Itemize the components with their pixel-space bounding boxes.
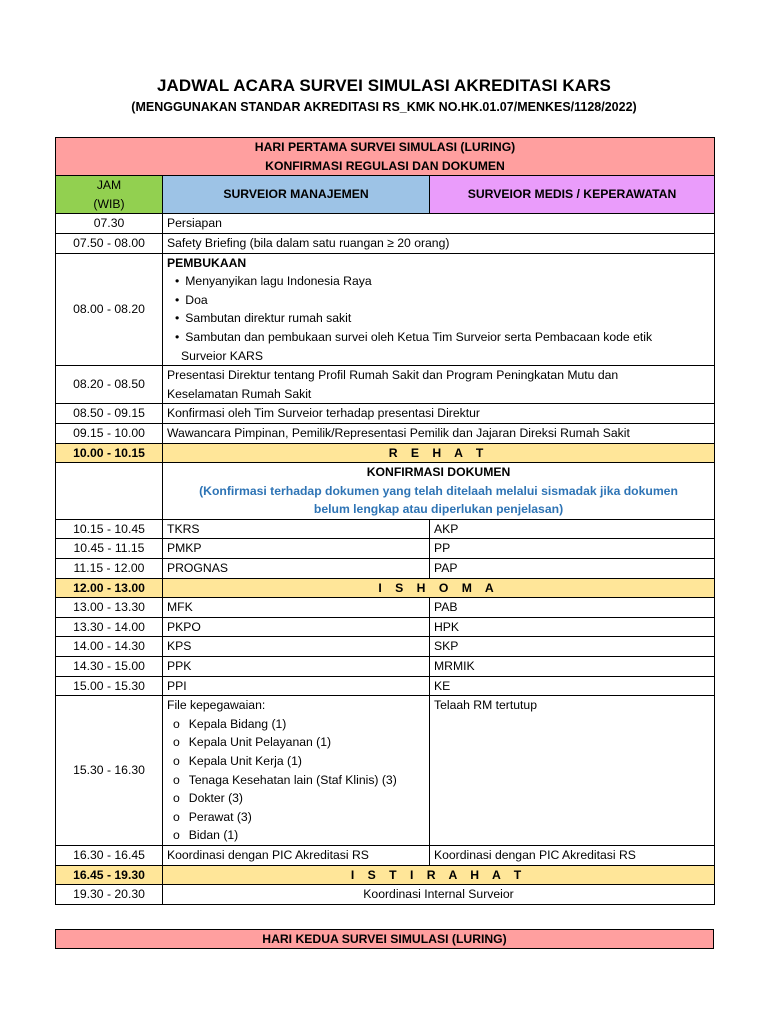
time-cell: 10.45 - 11.15 — [56, 539, 163, 559]
table-row — [56, 253, 715, 366]
table-row — [56, 696, 715, 846]
activity-cell: Wawancara Pimpinan, Pemilik/Representasi Pemilik dan Jajaran Direksi Rumah Sakit — [163, 423, 715, 443]
manajemen-cell — [163, 696, 430, 846]
manajemen-cell: MFK — [163, 598, 430, 618]
manajemen-cell: PPI — [163, 676, 430, 696]
time-cell: 09.15 - 10.00 — [56, 423, 163, 443]
konfirmasi-dokumen-row — [56, 463, 715, 520]
time-cell: 15.00 - 15.30 — [56, 676, 163, 696]
column-header-row — [56, 176, 715, 214]
break-label: R E H A T — [163, 443, 715, 463]
jam-header — [56, 176, 163, 214]
list-item: o Kepala Unit Pelayanan (1) — [173, 733, 425, 752]
schedule-table — [55, 137, 715, 905]
table-row — [56, 676, 715, 696]
time-cell: 15.30 - 16.30 — [56, 696, 163, 846]
manajemen-cell: Koordinasi dengan PIC Akreditasi RS — [163, 845, 430, 865]
table-row — [56, 423, 715, 443]
manajemen-cell: PROGNAS — [163, 559, 430, 579]
table-row — [56, 214, 715, 234]
time-cell: 10.00 - 10.15 — [56, 443, 163, 463]
day2-header: HARI KEDUA SURVEI SIMULASI (LURING) — [55, 929, 714, 949]
time-cell: 08.00 - 08.20 — [56, 253, 163, 366]
manajemen-cell: KPS — [163, 637, 430, 657]
time-cell: 16.30 - 16.45 — [56, 845, 163, 865]
time-cell: 08.50 - 09.15 — [56, 404, 163, 424]
medis-cell: PAP — [430, 559, 715, 579]
table-row — [56, 559, 715, 579]
document-title: JADWAL ACARA SURVEI SIMULASI AKREDITASI KARS — [157, 76, 611, 95]
medis-header: SURVEIOR MEDIS / KEPERAWATAN — [430, 176, 715, 214]
day1-title: HARI PERTAMA SURVEI SIMULASI (LURING) — [254, 140, 516, 154]
list-item: o Dokter (3) — [173, 789, 425, 808]
table-row — [56, 598, 715, 618]
table-row — [56, 637, 715, 657]
activity-cell — [163, 253, 715, 366]
activity-cell: Persiapan — [163, 214, 715, 234]
document-subtitle: (MENGGUNAKAN STANDAR AKREDITASI RS_KMK NO.HK.01.07/MENKES/1128/2022) — [131, 100, 637, 114]
jam-header-unit: (WIB) — [93, 196, 125, 211]
list-item: • Doa — [175, 291, 710, 310]
medis-cell: KE — [430, 676, 715, 696]
time-cell: 08.20 - 08.50 — [56, 366, 163, 404]
table-row — [56, 885, 715, 905]
jam-header-label: JAM — [96, 178, 122, 193]
day1-header — [56, 138, 715, 176]
time-cell: 13.30 - 14.00 — [56, 617, 163, 637]
manajemen-cell: PMKP — [163, 539, 430, 559]
time-cell: 11.15 - 12.00 — [56, 559, 163, 579]
medis-cell: Koordinasi dengan PIC Akreditasi RS — [430, 845, 715, 865]
table-row — [56, 366, 715, 404]
medis-cell: PAB — [430, 598, 715, 618]
list-item: o Bidan (1) — [173, 826, 425, 845]
medis-cell: SKP — [430, 637, 715, 657]
manajemen-header: SURVEIOR MANAJEMEN — [163, 176, 430, 214]
time-cell: 13.00 - 13.30 — [56, 598, 163, 618]
list-item: • Sambutan dan pembukaan survei oleh Ketua Tim Surveior serta Pembacaan kode etik — [175, 328, 710, 347]
konfirmasi-note: belum lengkap atau diperlukan penjelasan) — [313, 502, 564, 517]
konfirmasi-cell — [163, 463, 715, 520]
day1-subtitle: KONFIRMASI REGULASI DAN DOKUMEN — [265, 158, 505, 173]
activity-cell: Koordinasi Internal Surveior — [163, 885, 715, 905]
day1-header-row — [56, 138, 715, 176]
medis-cell: HPK — [430, 617, 715, 637]
list-item: o Tenaga Kesehatan lain (Staf Klinis) (3) — [173, 771, 425, 790]
file-kepegawaian-list — [167, 715, 425, 845]
table-row — [56, 233, 715, 253]
rehat-row — [56, 443, 715, 463]
break-label: I S H O M A — [163, 578, 715, 598]
list-item: • Sambutan direktur rumah sakit — [175, 309, 710, 328]
table-row — [56, 617, 715, 637]
list-item-continuation: Surveior KARS — [181, 348, 263, 363]
time-cell: 10.15 - 10.45 — [56, 519, 163, 539]
table-row — [56, 845, 715, 865]
time-cell: 12.00 - 13.00 — [56, 578, 163, 598]
medis-cell: PP — [430, 539, 715, 559]
time-cell: 14.00 - 14.30 — [56, 637, 163, 657]
manajemen-cell: PKPO — [163, 617, 430, 637]
table-row — [56, 404, 715, 424]
time-cell: 14.30 - 15.00 — [56, 657, 163, 677]
table-row — [56, 657, 715, 677]
pembukaan-heading: PEMBUKAAN — [167, 255, 247, 270]
medis-cell: Telaah RM tertutup — [430, 696, 715, 846]
list-item: o Kepala Bidang (1) — [173, 715, 425, 734]
konfirmasi-title: KONFIRMASI DOKUMEN — [366, 465, 511, 480]
activity-cell: Konfirmasi oleh Tim Surveior terhadap presentasi Direktur — [163, 404, 715, 424]
activity-cell: Safety Briefing (bila dalam satu ruangan ≥ 20 orang) — [163, 233, 715, 253]
file-kepegawaian-heading: File kepegawaian: — [167, 698, 266, 713]
time-cell: 07.30 — [56, 214, 163, 234]
pembukaan-list — [167, 272, 710, 346]
activity-line: Presentasi Direktur tentang Profil Rumah Sakit dan Program Peningkatan Mutu dan — [167, 368, 619, 383]
activity-cell — [163, 366, 715, 404]
list-item: o Perawat (3) — [173, 808, 425, 827]
time-cell-empty — [56, 463, 163, 520]
table-row — [56, 539, 715, 559]
manajemen-cell: TKRS — [163, 519, 430, 539]
konfirmasi-note: (Konfirmasi terhadap dokumen yang telah ditelaah melalui sismadak jika dokumen — [199, 483, 678, 498]
time-cell: 07.50 - 08.00 — [56, 233, 163, 253]
ishoma-row — [56, 578, 715, 598]
break-label: I S T I R A H A T — [163, 865, 715, 885]
medis-cell: MRMIK — [430, 657, 715, 677]
time-cell: 16.45 - 19.30 — [56, 865, 163, 885]
table-row — [56, 519, 715, 539]
list-item: o Kepala Unit Kerja (1) — [173, 752, 425, 771]
istirahat-row — [56, 865, 715, 885]
time-cell: 19.30 - 20.30 — [56, 885, 163, 905]
activity-line: Keselamatan Rumah Sakit — [167, 386, 312, 401]
manajemen-cell: PPK — [163, 657, 430, 677]
medis-cell: AKP — [430, 519, 715, 539]
list-item: • Menyanyikan lagu Indonesia Raya — [175, 272, 710, 291]
